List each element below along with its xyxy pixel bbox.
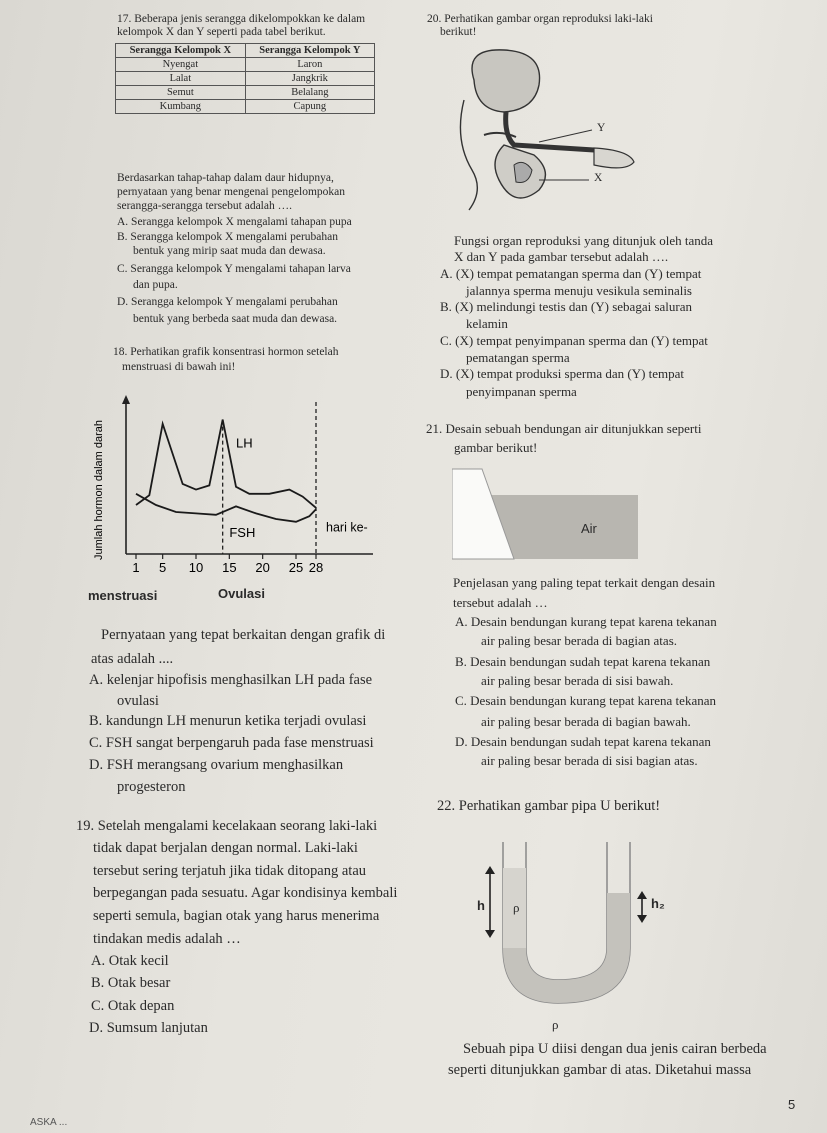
q17-option-b[interactable]: B. Serangga kelompok X mengalami perubahan [117, 231, 338, 243]
x-tick-label: 10 [188, 560, 204, 575]
u-tube-diagram [470, 838, 670, 1028]
label-rho1: ρ [513, 900, 520, 915]
q21-stem-line: gambar berikut! [454, 440, 538, 455]
q18-option-a-cont: ovulasi [117, 693, 159, 709]
table-cell: Belalang [245, 86, 374, 100]
q21-option-a[interactable]: A. Desain bendungan kurang tepat karena tekanan [455, 614, 717, 629]
q19-option-a[interactable]: A. Otak kecil [91, 953, 169, 969]
series-label-lh: LH [236, 435, 253, 451]
q17-option-d[interactable]: D. Serangga kelompok Y mengalami perubahan [117, 296, 338, 308]
q17-option-a[interactable]: A. Serangga kelompok X mengalami tahapan pupa [117, 216, 352, 228]
phase-label-ovulasi: Ovulasi [218, 586, 265, 601]
q18-option-d[interactable]: D. FSH merangsang ovarium menghasilkan [89, 757, 344, 773]
footer-mark: ASKA ... [30, 1117, 68, 1128]
q19-stem-line: tersebut sering terjatuh jika tidak ditopang atau [93, 863, 367, 879]
q21-option-c-cont: air paling besar berada di bagian bawah. [481, 714, 691, 729]
q21-question-line: tersebut adalah … [453, 595, 548, 610]
q20-option-d-cont: penyimpanan sperma [466, 384, 577, 399]
q20-stem-line: Fungsi organ reproduksi yang ditunjuk oleh tanda [454, 233, 714, 248]
x-tick-label: 5 [159, 560, 167, 575]
q18-stem-line: atas adalah .... [91, 651, 174, 667]
table-row [116, 86, 375, 100]
table-row [116, 100, 375, 114]
q19-option-b[interactable]: B. Otak besar [91, 975, 171, 991]
q21-stem-line: 21. Desain sebuah bendungan air ditunjukkan seperti [426, 421, 702, 436]
table-cell: Lalat [116, 72, 246, 86]
x-tick-label: 20 [255, 560, 270, 575]
label-rho2: ρ [552, 1017, 559, 1032]
q17-insect-table [115, 43, 375, 114]
table-cell: Capung [245, 100, 374, 114]
q18-intro-line2: menstruasi di bawah ini! [122, 361, 236, 373]
label-y: Y [597, 122, 606, 134]
q18-option-d-cont: progesteron [117, 779, 186, 795]
dam-diagram [452, 463, 642, 563]
table-row [116, 72, 375, 86]
table-cell: Laron [245, 58, 374, 72]
table-cell: Jangkrik [245, 72, 374, 86]
q17-stem-line: Berdasarkan tahap-tahap dalam daur hidupnya, [117, 172, 334, 184]
x-tick-label: 1 [132, 560, 140, 575]
table-cell: Semut [116, 86, 246, 100]
q22-stem: 22. Perhatikan gambar pipa U berikut! [437, 798, 661, 814]
x-tick-label: 28 [308, 560, 324, 575]
q20-option-b[interactable]: B. (X) melindungi testis dan (Y) sebagai saluran [440, 299, 692, 314]
q18-option-c[interactable]: C. FSH sangat berpengaruh pada fase menstruasi [89, 735, 374, 751]
q19-stem-line: seperti semula, bagian otak yang harus menerima [93, 908, 380, 924]
q19-stem-line: 19. Setelah mengalami kecelakaan seorang laki-laki [76, 818, 378, 834]
q21-option-b[interactable]: B. Desain bendungan sudah tepat karena tekanan [455, 654, 711, 669]
q17-stem-line: serangga-serangga tersebut adalah …. [117, 200, 292, 212]
q19-option-c[interactable]: C. Otak depan [91, 998, 175, 1014]
q20-option-a-cont: jalannya sperma menuju vesikula seminalis [466, 283, 692, 298]
q20-intro-line1: 20. Perhatikan gambar organ reproduksi laki-laki [427, 13, 653, 25]
page-number: 5 [788, 1097, 796, 1112]
table-header-x: Serangga Kelompok X [116, 44, 246, 58]
q21-option-d[interactable]: D. Desain bendungan sudah tepat karena tekanan [455, 734, 711, 749]
table-row [116, 58, 375, 72]
q17-option-c-cont: dan pupa. [133, 279, 178, 291]
label-x: X [594, 172, 603, 184]
hormone-chart [88, 392, 408, 604]
dam-water-label: Air [581, 521, 597, 536]
reproductive-organ-diagram [444, 40, 644, 230]
q17-option-b-cont: bentuk yang mirip saat muda dan dewasa. [133, 245, 326, 257]
q20-intro-line2: berikut! [440, 26, 477, 38]
q17-option-c[interactable]: C. Serangga kelompok Y mengalami tahapan larva [117, 263, 351, 275]
table-cell: Nyengat [116, 58, 246, 72]
q21-option-c[interactable]: C. Desain bendungan kurang tepat karena tekanan [455, 693, 716, 708]
q22-text-line: Sebuah pipa U diisi dengan dua jenis cairan berbeda [463, 1041, 767, 1057]
q18-option-a[interactable]: A. kelenjar hipofisis menghasilkan LH pada fase [89, 672, 373, 688]
x-axis-suffix: hari ke- [326, 520, 368, 535]
x-tick-label: 25 [288, 560, 304, 575]
q18-option-b[interactable]: B. kandungn LH menurun ketika terjadi ovulasi [89, 713, 367, 729]
table-header-y: Serangga Kelompok Y [245, 44, 374, 58]
series-label-fsh: FSH [229, 525, 256, 541]
q18-intro-line1: 18. Perhatikan grafik konsentrasi hormon setelah [113, 346, 339, 358]
q19-stem-line: berpegangan pada sesuatu. Agar kondisinya kembali [93, 885, 398, 901]
q19-stem-line: tindakan medis adalah … [93, 931, 241, 947]
table-cell: Kumbang [116, 100, 246, 114]
q17-intro-line1: 17. Beberapa jenis serangga dikelompokkan ke dalam [117, 13, 366, 25]
q21-question-line: Penjelasan yang paling tepat terkait dengan desain [453, 575, 716, 590]
q20-option-c-cont: pematangan sperma [466, 350, 570, 365]
q20-stem-line: X dan Y pada gambar tersebut adalah …. [454, 249, 669, 264]
chart-ylabel: Jumlah hormon dalam darah [93, 419, 105, 561]
label-h: h [477, 898, 485, 913]
q19-stem-line: tidak dapat berjalan dengan normal. Laki-laki [93, 840, 358, 856]
x-tick-label: 15 [222, 560, 237, 575]
q17-option-d-cont: bentuk yang berbeda saat muda dan dewasa. [133, 313, 338, 325]
series-line-lh [136, 420, 316, 508]
q21-option-b-cont: air paling besar berada di sisi bawah. [481, 673, 674, 688]
q17-stem-line: pernyataan yang benar mengenai pengelompokan [117, 186, 345, 198]
q20-option-d[interactable]: D. (X) tempat produksi sperma dan (Y) tempat [440, 366, 685, 381]
q18-stem-line: Pernyataan yang tepat berkaitan dengan grafik di [101, 627, 386, 643]
label-h2: h₂ [651, 896, 665, 911]
q19-option-d[interactable]: D. Sumsum lanjutan [89, 1020, 208, 1036]
q20-option-a[interactable]: A. (X) tempat pematangan sperma dan (Y) tempat [440, 266, 702, 281]
q21-option-d-cont: air paling besar berada di sisi bagian atas. [481, 753, 698, 768]
q20-option-b-cont: kelamin [466, 316, 508, 331]
q17-intro-line2: kelompok X dan Y seperti pada tabel berikut. [117, 26, 326, 38]
q21-option-a-cont: air paling besar berada di bagian atas. [481, 633, 677, 648]
q22-text-line: seperti ditunjukkan gambar di atas. Diketahui massa [448, 1062, 752, 1078]
series-line-fsh [136, 494, 316, 522]
phase-label-menstruasi: menstruasi [88, 588, 158, 603]
q20-option-c[interactable]: C. (X) tempat penyimpanan sperma dan (Y) tempat [440, 333, 708, 348]
